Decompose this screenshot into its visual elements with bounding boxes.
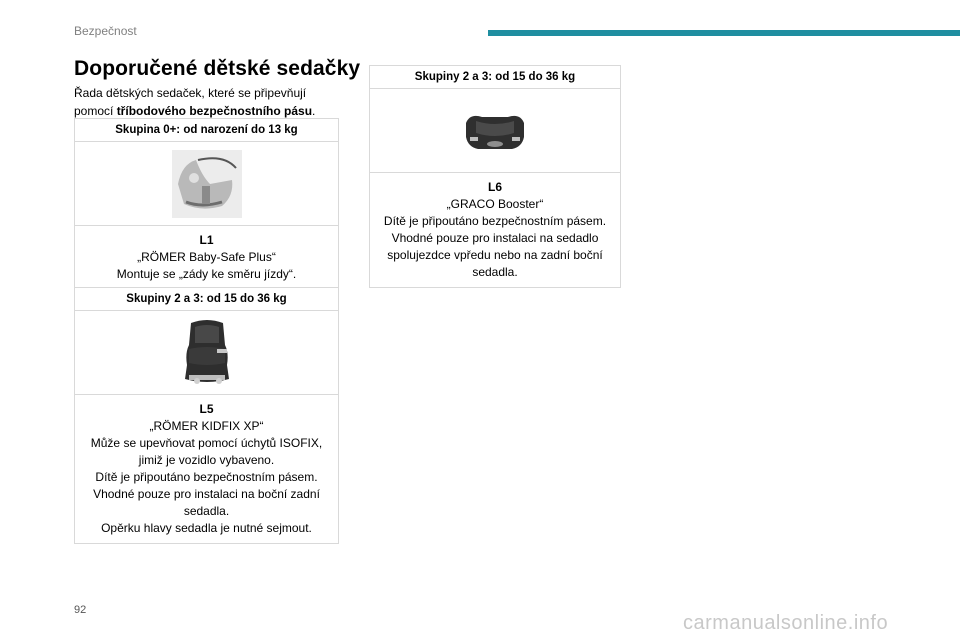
intro-text: Řada dětských sedaček, které se připevňují pomocí: [74, 86, 307, 118]
seat-card-l5: [74, 287, 339, 544]
seat-line: „RÖMER Baby-Safe Plus“: [137, 250, 276, 264]
seat-card-l1: [74, 118, 339, 290]
card-body: [370, 173, 620, 287]
intro-paragraph: [74, 84, 344, 120]
seat-line: Dítě je připoutáno bezpečnostním pásem.: [383, 214, 607, 228]
watermark: carmanualsonline.info: [683, 612, 889, 634]
infant-carrier-icon: [172, 150, 242, 218]
page-number: 92: [74, 604, 87, 616]
section-title: Bezpečnost: [74, 24, 137, 38]
card-image: [370, 89, 620, 173]
booster-seat-backrest-icon: [179, 319, 235, 387]
seat-code: L5: [199, 402, 214, 416]
seat-line: „RÖMER KIDFIX XP“: [149, 419, 264, 433]
card-body: [75, 395, 338, 543]
intro-end: .: [312, 104, 316, 118]
booster-cushion-icon: [462, 107, 528, 155]
seat-card-l6: [369, 65, 621, 288]
seat-code: L6: [487, 180, 502, 194]
page-title: Doporučené dětské sedačky: [74, 57, 361, 80]
card-header: Skupina 0+: od narození do 13 kg: [75, 119, 338, 142]
card-header: Skupiny 2 a 3: od 15 do 36 kg: [370, 66, 620, 89]
seat-line: Vhodné pouze pro instalaci na sedadlo spolujezdce vpředu nebo na zadní boční sedadla.: [387, 231, 603, 279]
seat-line: Může se upevňovat pomocí úchytů ISOFIX, jimiž je vozidlo vybaveno.: [90, 436, 323, 467]
card-image: [75, 311, 338, 395]
seat-line: „GRACO Booster“: [446, 197, 544, 211]
seat-line: Dítě je připoutáno bezpečnostním pásem.: [95, 470, 318, 484]
card-header: Skupiny 2 a 3: od 15 do 36 kg: [75, 288, 338, 311]
seat-code: L1: [199, 233, 214, 247]
card-body: [75, 226, 338, 289]
section-accent-bar: [488, 30, 960, 36]
seat-line: Vhodné pouze pro instalaci na boční zadní sedadla.: [93, 487, 320, 518]
seat-line: Montuje se „zády ke směru jízdy“.: [116, 267, 297, 281]
intro-bold: tříbodového bezpečnostního pásu: [116, 104, 313, 118]
seat-line: Opěrku hlavy sedadla je nutné sejmout.: [101, 521, 312, 535]
card-image: [75, 142, 338, 226]
